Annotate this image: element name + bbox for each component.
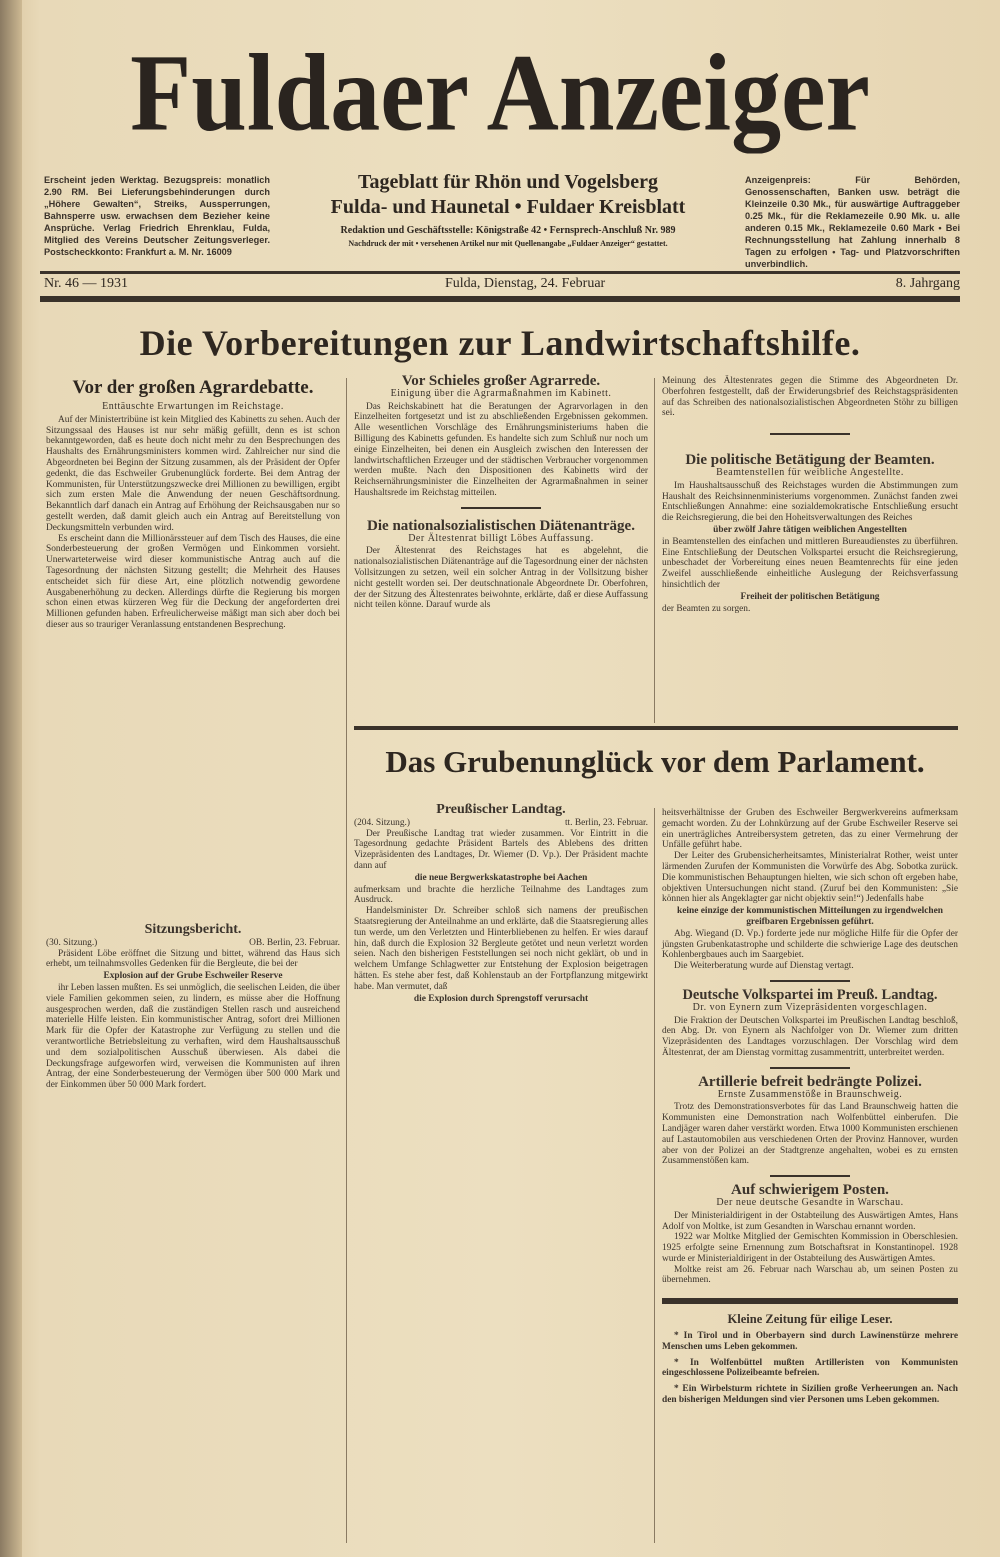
advertising-rates: Anzeigenpreis: Für Behörden, Genossenschaften, Banken usw. beträgt die Kleinzeile 0.30 Mk., für auswärtige Auftraggeber 0.25 Mk., für die Reklamezeile 0.90 Mk. u. alle anderen 0.15 Mk., Reklamezeile 0.60 Mark • Bei Rechnungsstellung hat Zahlung innerhalb 8 Tagen zu erfolgen • Tag- und Platzvorschriften unverbindlich. xyxy=(745,175,960,269)
reprint-notice: Nachdruck der mit • versehenen Artikel nur mit Quellenangabe „Fuldaer Anzeiger“ gestattet. xyxy=(348,239,668,248)
article-agrardebatte xyxy=(46,376,340,631)
masthead-subtitles xyxy=(276,170,740,248)
article-dek: Der neue deutsche Gesandte in Warschau. xyxy=(716,1196,904,1208)
subtitle-tageblatt: Tageblatt für Rhön und Vogelsberg xyxy=(357,171,659,193)
divider xyxy=(770,1175,850,1177)
article-title: Auf schwierigem Posten. xyxy=(731,1182,889,1199)
subscription-info: Erscheint jeden Werktag. Bezugspreis: monatlich 2.90 RM. Bei Lieferungsbehinderungen durch „Höhere Gewalten“, Streiks, Aussperrungen, Bahnsperre usw. erwachsen dem Bezieher keine Ansprüche. Verlag Friedrich Ehrenklau, Fulda, Mitglied des Vereins Deutscher Zeitungsverleger. Postscheckkonto: Frankfurt a. M. Nr. 16009 xyxy=(44,175,270,257)
section-rule xyxy=(662,1298,958,1304)
article-grubenunglueck xyxy=(354,802,648,1005)
paragraph: Auf der Ministertribüne ist kein Mitglied des Kabinetts zu sehen. Auch der Sitzungssaal des Hauses ist nur sehr mäßig gefüllt, denn es ist schon bekanntgeworden, daß es heute doch nicht mehr zu den Besprechungen des Haushalts des Ernährungsministers kommen wird. Zahlreicher nur sind die Abgeordneten bei Beginn der Sitzung zusammen, als der Präsident der Opfer gedenkt, die das Eschweiler Grubenunglück forderte. Bei dem Antrag der Kommunisten, für Unterstützungszwecke drei Millionen zu bewilligen, ergibt sich zum ersten Male die Anwendung der neuen Geschäftsordnung. Bekanntlich darf danach ein Antrag auf Erhöhung der Reichsausgaben nur so gestellt werden, daß damit gleich auch ein Antrag auf Bereitstellung von Deckungsmitteln verbunden wird. xyxy=(46,414,340,533)
paragraph: Moltke reist am 26. Februar nach Warschau ab, um seinen Posten zu übernehmen. xyxy=(662,1264,958,1286)
paragraph: Meinung des Ältestenrates gegen die Stimme des Abgeordneten Dr. Oberfohren festgestellt, daß der Erwiderungsbrief des Reichstagspräsidenten auf das Schreiben des nationalsozialistischen Abgeordneten Stöhr zu billigen sei. xyxy=(662,376,958,419)
paragraph: Der Preußische Landtag trat wieder zusammen. Vor Eintritt in die Tagesordnung gedachte Präsident Bartels des Ablebens des dritten Vizepräsidenten des Landtages, Dr. Wiemer (D. Vp.). Der Präsident machte dann auf xyxy=(354,828,648,871)
paragraph: Der Ältestenrat des Reichstages hat es abgelehnt, die nationalsozialistischen Diätenanträge auf die Tagesordnung einer der nächsten Vollsitzungen zu setzen, weil ein solcher Antrag in der Vollsitzung bisher nicht gestellt worden sei. Der deutschnationale Abgeordnete Dr. Oberfohren, der der Sitzung des Ältestenrates beiwohnte, erklärte, daß er diese Auffassung nicht teilen könne. Darauf wurde als xyxy=(354,546,648,611)
paragraph: Die Weiterberatung wurde auf Dienstag vertagt. xyxy=(674,961,854,972)
article-agrarrede xyxy=(354,373,648,611)
news-item: * Ein Wirbelsturm richtete in Sizilien große Verheerungen an. Nach den bisherigen Meldungen sind vier Personen ums Leben gekommen. xyxy=(662,1384,958,1406)
subheading: Explosion auf der Grube Eschweiler Reserve xyxy=(103,971,283,982)
article-dek: Enttäuschte Erwartungen im Reichstage. xyxy=(102,401,284,412)
subheading: Freiheit der politischen Betätigung xyxy=(740,591,880,602)
paragraph: Im Haushaltsausschuß des Reichstages wurden die Abstimmungen zum Haushalt des Reichsinnenministeriums vorgenommen. Zunächst fanden zwei Entschließungen Annahme: eine sozialdemokratische Entschließung ersucht die Reichsregierung, die bei den Hoheitsverwaltungen des Reiches xyxy=(662,480,958,524)
article-title: Sitzungsbericht. xyxy=(144,922,242,937)
paragraph: Handelsminister Dr. Schreiber schloß sich namens der preußischen Staatsregierung der Anteilnahme an und erklärte, daß die Staatsregierung alles tun werde, um den Verletzten und Hinterbliebenen zu helfen. Er wies darauf hin, daß durch die Explosion 32 Bergleute getötet und neun verletzt worden seien. Nach den bisherigen Feststellungen sei noch nicht geklärt, ob und in welchem Umfange Schlagwetter zur Entstehung der Explosion beigetragen hätten. Es stehe aber fest, daß Kohlenstaub an der Fortpflanzung mitgewirkt habe. Man vermutet, daß xyxy=(354,906,648,992)
article-title: Artillerie befreit bedrängte Polizei. xyxy=(698,1073,922,1090)
article-beamten xyxy=(662,376,958,614)
paragraph: Es erscheint dann die Millionärssteuer auf dem Tisch des Hauses, die eine Sonderbesteuerung der großen Vermögen und Einkommen vorsieht. Unerwarteterweise wird dieser kommunistische Antrag auch auf die Tagesordnung der nächsten Sitzung gestellt; die Mehrheit des Hauses entscheidet sich für diese Art, eine plötzlich notwendig gewordene Ausgabenerhöhung zu decken. Allerdings dürfte die Regierung bis morgen schon einen etwas kürzeren Weg für die Deckung der angeforderten drei Millionen gefunden haben. Erfreulicherweise mäßigt man sich aber doch bei dieser aus so trauriger Veranlassung entstandenen Besprechung. xyxy=(46,533,340,630)
paragraph: in Beamtenstellen des einfachen und mittleren Bureaudienstes zu überführen. Eine Entschließung der Deutschen Volkspartei ersucht die Reichsregierung, unbeschadet der Vorbereitung eines neuen Beamtenrechts für eine jeden Zweifel ausschließende einheitliche Auslegung der Reichsverfassung hinsichtlich der xyxy=(662,536,958,590)
article-dek: Einigung über die Agrarmaßnahmen im Kabinett. xyxy=(390,387,612,399)
article-title: Kleine Zeitung für eilige Leser. xyxy=(727,1312,893,1327)
column-divider xyxy=(346,378,347,1543)
divider xyxy=(770,980,850,982)
article-grubenunglueck-continued xyxy=(662,808,958,1406)
news-item: * In Wolfenbüttel mußten Artilleristen von Kommunisten eingeschlossene Polizeibeamte befreien. xyxy=(662,1357,958,1379)
paragraph: Trotz des Demonstrationsverbotes für das Land Braunschweig hatten die Kommunisten eine Demonstration nach Wolfenbüttel einberufen. Die Landjäger waren daher verstärkt worden. Etwa 1000 Kommunisten erschienen auf Lastautomobilen aus verschiedenen Orten der Provinz Hannover, wurden aber von der Polizei an der Stadtgrenze angehalten, wobei es zu ernsten Zusammenstößen kam. xyxy=(662,1102,958,1167)
paragraph: der Beamten zu sorgen. xyxy=(662,603,751,614)
article-dek: Ernste Zusammenstöße in Braunschweig. xyxy=(717,1088,903,1100)
session-number: (30. Sitzung.) xyxy=(46,937,98,948)
article-sitzungsbericht xyxy=(46,922,340,1091)
paragraph: 1922 war Moltke Mitglied der Gemischten Kommission in Oberschlesien. 1925 erfolgte seine Ernennung zum Botschaftsrat in Konstantinopel. 1928 wurde er Ministerialdirigent in der Ostabteilung des Auswärtigen Amtes. xyxy=(662,1232,958,1264)
divider xyxy=(770,1067,850,1069)
subheading: keine einzige der kommunistischen Mitteilungen zu irgendwelchen greifbaren Ergebnissen geführt. xyxy=(677,906,943,927)
article-subtitle: Preußischer Landtag. xyxy=(436,802,566,817)
article-title: Vor Schieles großer Agrarrede. xyxy=(401,373,601,389)
news-item: * In Tirol und in Oberbayern sind durch Lawinenstürze mehrere Menschen ums Leben gekommen. xyxy=(662,1331,958,1352)
article-title: Die politische Betätigung der Beamten. xyxy=(685,452,935,469)
issue-date: Fulda, Dienstag, 24. Februar xyxy=(445,276,606,291)
article-dek: Beamtenstellen für weibliche Angestellte. xyxy=(716,466,904,478)
paragraph: Abg. Wiegand (D. Vp.) forderte jede nur mögliche Hilfe für die Opfer der jüngsten Grubenkatastrophe und schilderte die schwierige Lage des deutschen Kohlenbergbaues auch im Saargebiet. xyxy=(662,928,958,961)
subheading: die Explosion durch Sprengstoff verursacht xyxy=(413,993,589,1004)
paragraph: Die Fraktion der Deutschen Volkspartei im Preußischen Landtag beschloß, den Abg. Dr. von Eynern als Nachfolger von Dr. Wiemer zum dritten Vizepräsidenten des Landtages vorzuschlagen. Der Vorschlag wird dem Ältestenrat, der am Dienstag vormittag zusammentritt, unterbreitet werden. xyxy=(662,1015,958,1058)
paragraph: Der Ministerialdirigent in der Ostabteilung des Auswärtigen Amtes, Hans Adolf von Moltke, ist zum Gesandten in Warschau ernannt worden. xyxy=(662,1210,958,1232)
editorial-address: Redaktion und Geschäftsstelle: Königstraße 42 • Fernsprech-Anschluß Nr. 989 xyxy=(340,225,676,236)
article-dek: Dr. von Eynern zum Vizepräsidenten vorgeschlagen. xyxy=(692,1001,928,1013)
paragraph: Der Leiter des Grubensicherheitsamtes, Ministerialrat Rother, weist unter lärmenden Zurufen der Kommunisten die Vorwürfe des Abg. Sobotka zurück. Die kommunistischen Behauptungen hielten, wie sich schon oft ergeben habe, objektiven Untersuchungen nicht stand. (Zuruf bei den Kommunisten: „Sie können hier als Angeklagter gar nicht objektiv sein!“) Jedenfalls habe xyxy=(662,851,958,905)
kleine-zeitung xyxy=(662,1314,958,1406)
masthead-title: Fuldaer Anzeiger xyxy=(130,31,870,154)
subheading: über zwölf Jahre tätigen weiblichen Angestellten xyxy=(713,524,907,535)
subtitle-kreisblatt: Fulda- und Haunetal • Fuldaer Kreisblatt xyxy=(330,196,686,218)
dateline xyxy=(40,271,960,294)
volume: 8. Jahrgang xyxy=(895,276,960,291)
paragraph: Präsident Löbe eröffnet die Sitzung und bittet, während das Haus sich erhebt, um teilnahmsvolles Gedenken für die Bergleute, die bei der xyxy=(46,948,340,970)
session-place: OB. Berlin, 23. Februar. xyxy=(249,937,340,948)
column-divider xyxy=(654,378,655,723)
masthead-rule xyxy=(40,296,960,302)
article-dek: Der Ältestenrat billigt Löbes Auffassung. xyxy=(408,532,594,544)
grubenunglueck-headline: Das Grubenunglück vor dem Parlament. xyxy=(385,744,925,779)
main-headline: Die Vorbereitungen zur Landwirtschaftshilfe. xyxy=(139,323,861,363)
paragraph: ihr Leben lassen mußten. Es sei unmöglich, die seelischen Leiden, die über viele Familien gekommen seien, zu lindern, es müsse aber die Hoffnung ausgesprochen werden, daß die zuständigen Stellen rasch und ausreichend materielle Hilfe leisten. Ein kommunistischer Antrag, sofort drei Millionen Mark für die Opfer der Katastrophe zur Verfügung zu stellen und die verantwortliche Betriebsleitung zu verhaften, wird dem Haushaltsausschuß und dem sozialpolitischen Ausschuß überwiesen. Als dabei die Deckungsfrage aufgeworfen wird, verweisen die Kommunisten auf ihren Antrag, der eine Sonderbesteuerung der Vermögen über 500 000 Mark und der Einkommen über 50 000 Mark fordert. xyxy=(46,982,340,1091)
article-title: Deutsche Volkspartei im Preuß. Landtag. xyxy=(682,986,938,1003)
paragraph: aufmerksam und brachte die herzliche Teilnahme des Landtages zum Ausdruck. xyxy=(354,884,648,906)
divider xyxy=(461,507,541,509)
article-title: Vor der großen Agrardebatte. xyxy=(72,377,314,398)
article-title: Die nationalsozialistischen Diätenanträge. xyxy=(367,517,635,534)
divider xyxy=(770,433,850,435)
page-edge xyxy=(0,0,22,1557)
paragraph: Das Reichskabinett hat die Beratungen der Agrarvorlagen in den Einzelheiten fortgesetzt und ist zu abschließenden Ergebnissen gekommen. Alle wesentlichen Vorschläge des Ernährungsministeriums haben die Billigung des Kabinetts gefunden. Es handelte sich zum Schluß nur noch um einige Einzelheiten, bei denen ein Ausgleich zwischen den Interessen der landwirtschaftlichen Erzeuger und der städtischen Verbraucher vorgenommen werden mußte. Nach den Dispositionen des Kabinetts wird der Reichsernährungsminister die Einzelheiten der Agrarmaßnahmen in seiner Haushaltsrede im Reichstag mitteilen. xyxy=(354,401,648,498)
section-rule xyxy=(354,726,958,730)
session-number: (204. Sitzung.) xyxy=(354,817,410,828)
subheading: die neue Bergwerkskatastrophe bei Aachen xyxy=(414,872,588,883)
column-divider xyxy=(654,808,655,1543)
session-place: tt. Berlin, 23. Februar. xyxy=(564,817,648,828)
issue-number: Nr. 46 — 1931 xyxy=(44,276,128,291)
paragraph: heitsverhältnisse der Gruben des Eschweiler Bergwerkvereins aufmerksam gemacht worden. Zu der Lohnkürzung auf der Grube Eschweiler Reserve sei ein unerträgliches Antreibersystem getreten, das zu einer Vermehrung der Unfälle geführt habe. xyxy=(662,808,958,851)
